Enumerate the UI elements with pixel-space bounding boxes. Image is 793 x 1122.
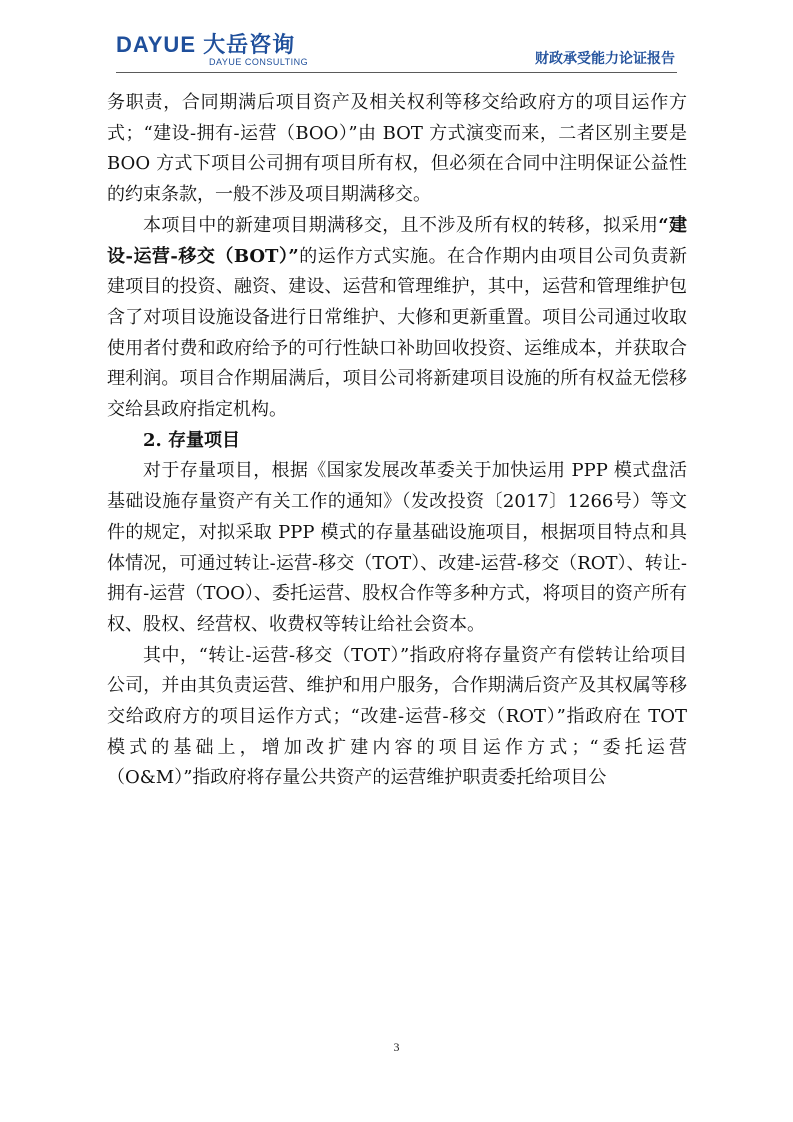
document-body [107, 88, 687, 794]
paragraph-existing-projects: 对于存量项目，根据《国家发展改革委关于加快运用 PPP 模式盘活基础设施存量资产有关工作的通知》（发改投资〔2017〕1266号）等文件的规定，对拟采取 PPP 模式的存量基础设施项目，根据项目特点和具体情况，可通过转让-运营-移交（TOT）、改建-运营-移交（ROT）、转让-拥有-运营（TOO）、委托运营、股权合作等多种方式，将项目的资产所有权、股权、经营权、收费权等转让给社会资本。 [107, 460, 687, 635]
paragraph-bot [107, 211, 687, 426]
paragraph-tot-rot-om: 其中，“转让-运营-移交（TOT）”指政府将存量资产有偿转让给项目公司，并由其负责运营、维护和用户服务，合作期满后资产及其权属等移交给政府方的项目运作方式；“改建-运营-移交（ROT）”指政府在 TOT 模式的基础上，增加改扩建内容的项目运作方式；“委托运营（O&M）”指政府将存量公共资产的运营维护职责委托给项目公 [107, 644, 687, 789]
header-divider [116, 72, 677, 73]
section-heading-existing-projects: 2. 存量项目 [143, 429, 241, 451]
logo-subtitle: DAYUE CONSULTING [209, 57, 309, 67]
paragraph-bot-detail: 的运作方式实施。在合作期内由项目公司负责新建项目的投资、融资、建设、运营和管理维护，其中，运营和管理维护包含了对项目设施设备进行日常维护、大修和更新重置。项目公司通过收取使用者付费和政府给予的可行性缺口补助回收投资、运维成本，并获取合理利润。项目合作期届满后，项目公司将新建项目设施的所有权益无偿移交给县政府指定机构。 [107, 245, 687, 421]
logo-text: DAYUE 大岳咨询 [116, 32, 296, 57]
dayue-logo [116, 32, 346, 72]
page-number: 3 [393, 1040, 400, 1054]
paragraph-bot-intro: 本项目中的新建项目期满移交，且不涉及所有权的转移，拟采用 [143, 214, 659, 236]
report-title: 财政承受能力论证报告 [535, 51, 675, 67]
bot-mode-emphasis: “建设-运营-移交（BOT）” [107, 214, 688, 267]
page-header [0, 0, 793, 80]
paragraph-boo: 务职责，合同期满后项目资产及相关权利等移交给政府方的项目运作方式；“建设-拥有-运营（BOO）”由 BOT 方式演变而来，二者区别主要是 BOO 方式下项目公司拥有项目所有权，但必须在合同中注明保证公益性的约束条款，一般不涉及项目期满移交。 [107, 92, 687, 206]
